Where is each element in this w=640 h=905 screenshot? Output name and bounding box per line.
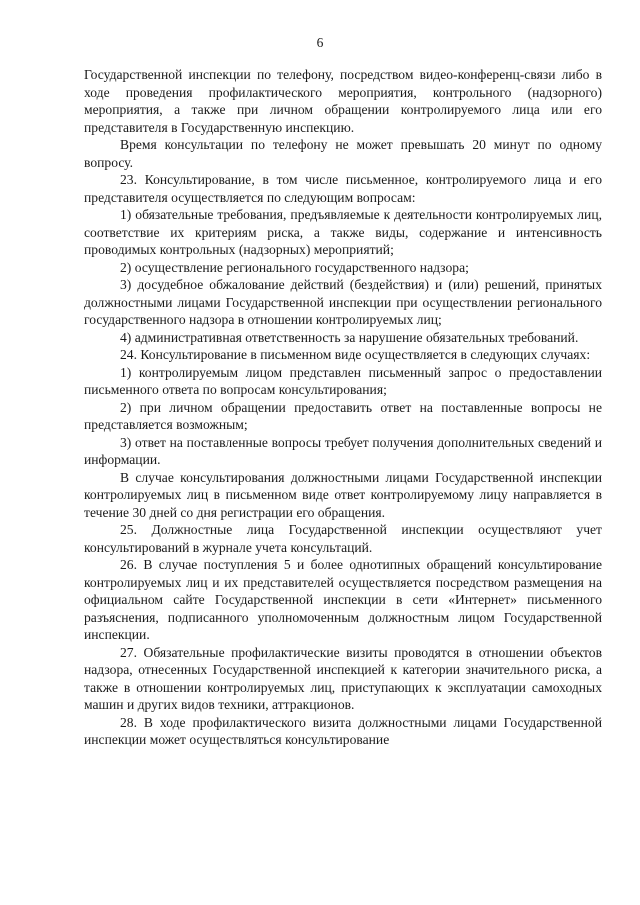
paragraph: Государственной инспекции по телефону, посредством видео-конференц-связи либо в ходе проведения профилактического мероприятия, контрольного (надзорного) мероприятия, а также при личном обращении контролируемого лица или его представителя в Государственную инспекцию. [84, 67, 602, 135]
paragraph: В случае консультирования должностными лицами Государственной инспекции контролируемых лиц в письменном виде ответ контролируемому лицу направляется в течение 30 дней со дня регистрации его обращения. [84, 469, 602, 520]
list-item: 4) административная ответственность за нарушение обязательных требований. [120, 329, 579, 345]
list-item: 2) осуществление регионального государственного надзора; [120, 259, 469, 275]
section-24-paragraph: 24. Консультирование в письменном виде осуществляется в следующих случаях: [120, 347, 591, 362]
section-28-paragraph: 28. В ходе профилактического визита должностными лицами Государственной инспекции может осуществляться консультирование [84, 714, 602, 747]
list-item: 3) досудебное обжалование действий (бездействия) и (или) решений, принятых должностными лицами Государственной инспекции при осуществлении регионального государственного надзора в отношении контролируемых лиц; [84, 277, 602, 327]
section-27-paragraph: 27. Обязательные профилактические визиты проводятся в отношении объектов надзора, отнесенных Государственной инспекцией к категории значительного риска, а также в отношении контролируемых лиц, приступающих к эксплуатации самоходных машин и других видов техники, аттракционов. [84, 644, 602, 712]
section-23-paragraph: 23. Консультирование, в том числе письменное, контролируемого лица и его представителя осуществляется по следующим вопросам: [84, 172, 602, 205]
section-26-paragraph: 26. В случае поступления 5 и более однотипных обращений консультирование контролируемых лиц и их представителей осуществляется посредством размещения на официальном сайте Государственной инспекции в сети «Интернет» письменного разъяснения, подписанного уполномоченным должностным лицом Государственной инспекции. [84, 557, 602, 642]
list-item: 1) обязательные требования, предъявляемые к деятельности контролируемых лиц, соответствие их критериям риска, а также виды, содержание и интенсивность проводимых контрольных (надзорных) мероприятий; [84, 207, 602, 257]
paragraph: Время консультации по телефону не может превышать 20 минут по одному вопросу. [84, 137, 602, 170]
list-item: 1) контролируемым лицом представлен письменный запрос о предоставлении письменного ответа по вопросам консультирования; [84, 364, 602, 397]
document-body [84, 66, 602, 749]
section-25-paragraph: 25. Должностные лица Государственной инспекции осуществляют учет консультирований в журнале учета консультаций. [84, 522, 602, 555]
list-item: 2) при личном обращении предоставить ответ на поставленные вопросы не представляется возможным; [84, 399, 602, 432]
list-item: 3) ответ на поставленные вопросы требует получения дополнительных сведений и информации. [84, 434, 602, 467]
page-number: 6 [316, 35, 324, 50]
